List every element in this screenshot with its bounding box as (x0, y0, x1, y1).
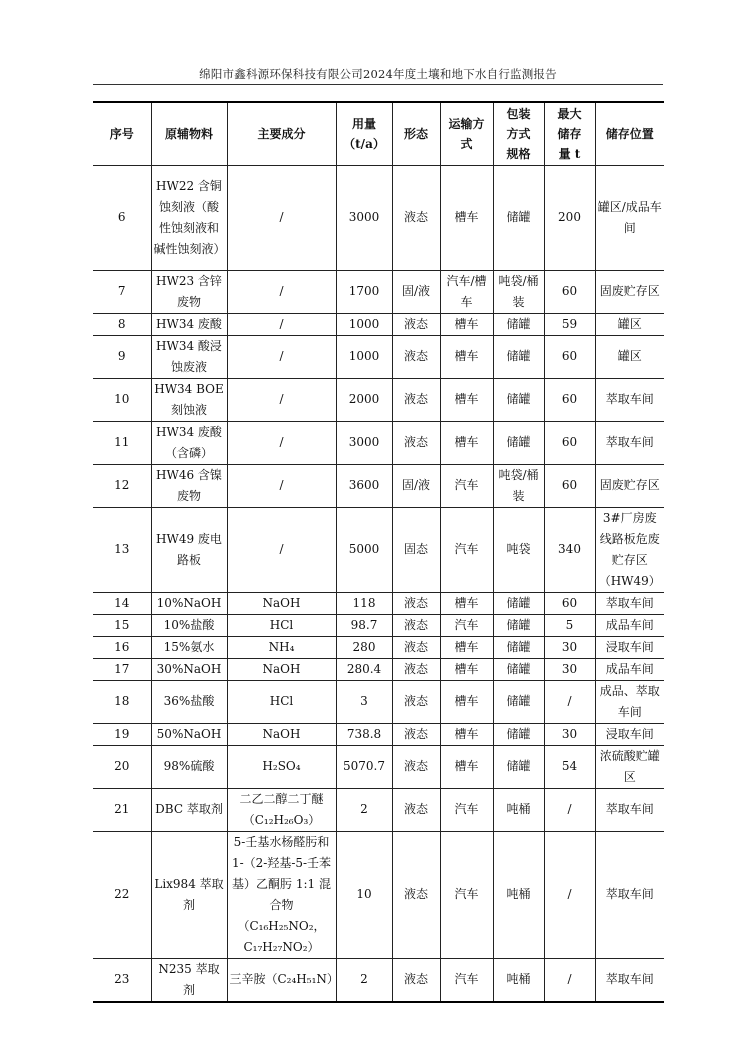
package-header-l3: 规格 (506, 146, 531, 161)
cell-transport: 槽车 (440, 592, 493, 614)
table-header-row (93, 102, 664, 165)
cell-package: 储罐 (493, 313, 544, 335)
cell-package: 储罐 (493, 745, 544, 788)
cell-state: 液态 (392, 592, 440, 614)
cell-index: 22 (93, 831, 151, 958)
cell-index: 23 (93, 958, 151, 1002)
cell-material: N235 萃取剂 (151, 958, 227, 1002)
cell-package: 储罐 (493, 658, 544, 680)
cell-state: 液态 (392, 788, 440, 831)
table-row (93, 723, 664, 745)
cell-max: 60 (544, 378, 595, 421)
cell-max: 60 (544, 592, 595, 614)
table-row (93, 680, 664, 723)
cell-material: 10%NaOH (151, 592, 227, 614)
cell-location: 3#厂房废线路板危废贮存区（HW49） (595, 507, 664, 592)
cell-max: 60 (544, 270, 595, 313)
cell-max: 5 (544, 614, 595, 636)
report-header-title: 绵阳市鑫科源环保科技有限公司2024年度土壤和地下水自行监测报告 (199, 67, 557, 81)
cell-composition: NH₄ (227, 636, 336, 658)
cell-usage: 118 (336, 592, 392, 614)
table-row (93, 464, 664, 507)
cell-state: 液态 (392, 745, 440, 788)
usage-header-l2: （t/a） (343, 136, 385, 151)
cell-location: 罐区/成品车间 (595, 165, 664, 270)
cell-material: DBC 萃取剂 (151, 788, 227, 831)
cell-max: / (544, 680, 595, 723)
cell-package: 储罐 (493, 636, 544, 658)
cell-location: 罐区 (595, 335, 664, 378)
cell-usage: 1000 (336, 335, 392, 378)
cell-package: 吨袋/桶装 (493, 464, 544, 507)
cell-usage: 98.7 (336, 614, 392, 636)
max-header-l1: 最大 (557, 106, 582, 121)
cell-material: HW34 废酸（含磷） (151, 421, 227, 464)
header-divider (93, 84, 663, 85)
cell-state: 固态 (392, 507, 440, 592)
cell-composition: / (227, 165, 336, 270)
cell-material: 36%盐酸 (151, 680, 227, 723)
cell-composition: / (227, 378, 336, 421)
cell-composition: H₂SO₄ (227, 745, 336, 788)
cell-package: 储罐 (493, 614, 544, 636)
table-row (93, 313, 664, 335)
cell-usage: 738.8 (336, 723, 392, 745)
cell-usage: 3000 (336, 421, 392, 464)
cell-composition: / (227, 270, 336, 313)
cell-usage: 2 (336, 788, 392, 831)
cell-state: 液态 (392, 958, 440, 1002)
cell-material: HW23 含锌废物 (151, 270, 227, 313)
cell-max: / (544, 831, 595, 958)
cell-max: 60 (544, 421, 595, 464)
cell-state: 液态 (392, 614, 440, 636)
cell-state: 液态 (392, 335, 440, 378)
cell-package: 储罐 (493, 335, 544, 378)
cell-transport: 槽车 (440, 658, 493, 680)
cell-material: 15%氨水 (151, 636, 227, 658)
col-header-package (493, 102, 544, 165)
cell-state: 液态 (392, 421, 440, 464)
cell-location: 萃取车间 (595, 421, 664, 464)
cell-location: 萃取车间 (595, 788, 664, 831)
cell-max: 54 (544, 745, 595, 788)
cell-material: HW49 废电路板 (151, 507, 227, 592)
cell-index: 7 (93, 270, 151, 313)
cell-composition: / (227, 507, 336, 592)
cell-composition: 5-壬基水杨醛肟和1-（2-羟基-5-壬苯基）乙酮肟 1:1 混合物（C₁₆H₂₅NO₂，C₁₇H₂₇NO₂） (227, 831, 336, 958)
cell-max: 340 (544, 507, 595, 592)
transport-header-l2: 式 (460, 136, 473, 151)
cell-max: 30 (544, 723, 595, 745)
cell-usage: 3000 (336, 165, 392, 270)
usage-header-l1: 用量 (351, 116, 376, 131)
cell-material: HW34 BOE 刻蚀液 (151, 378, 227, 421)
max-header-l3: 量 t (558, 146, 581, 161)
cell-usage: 280 (336, 636, 392, 658)
cell-max: 30 (544, 658, 595, 680)
cell-index: 17 (93, 658, 151, 680)
cell-transport: 汽车 (440, 958, 493, 1002)
table-row (93, 507, 664, 592)
cell-usage: 3 (336, 680, 392, 723)
cell-max: 59 (544, 313, 595, 335)
cell-location: 固废贮存区 (595, 270, 664, 313)
cell-composition: NaOH (227, 723, 336, 745)
cell-composition: HCl (227, 680, 336, 723)
materials-table (93, 101, 664, 1003)
cell-state: 液态 (392, 636, 440, 658)
cell-index: 18 (93, 680, 151, 723)
table-row (93, 335, 664, 378)
cell-package: 储罐 (493, 723, 544, 745)
table-row (93, 636, 664, 658)
cell-transport: 汽车 (440, 788, 493, 831)
cell-max: 200 (544, 165, 595, 270)
cell-material: 30%NaOH (151, 658, 227, 680)
cell-state: 液态 (392, 658, 440, 680)
cell-transport: 槽车 (440, 745, 493, 788)
cell-index: 19 (93, 723, 151, 745)
cell-location: 萃取车间 (595, 958, 664, 1002)
cell-transport: 槽车 (440, 335, 493, 378)
cell-index: 12 (93, 464, 151, 507)
col-header-material: 原辅物料 (151, 102, 227, 165)
cell-material: HW34 酸浸蚀废液 (151, 335, 227, 378)
cell-location: 浸取车间 (595, 723, 664, 745)
cell-package: 吨桶 (493, 831, 544, 958)
cell-state: 液态 (392, 313, 440, 335)
cell-index: 14 (93, 592, 151, 614)
cell-location: 浓硫酸贮罐区 (595, 745, 664, 788)
table-row (93, 592, 664, 614)
cell-max: 60 (544, 335, 595, 378)
cell-index: 13 (93, 507, 151, 592)
cell-index: 16 (93, 636, 151, 658)
cell-package: 储罐 (493, 592, 544, 614)
cell-transport: 汽车 (440, 614, 493, 636)
cell-index: 6 (93, 165, 151, 270)
col-header-transport (440, 102, 493, 165)
cell-material: Lix984 萃取剂 (151, 831, 227, 958)
cell-location: 萃取车间 (595, 592, 664, 614)
cell-state: 液态 (392, 723, 440, 745)
col-header-location: 储存位置 (595, 102, 664, 165)
cell-usage: 10 (336, 831, 392, 958)
cell-composition: / (227, 335, 336, 378)
cell-index: 11 (93, 421, 151, 464)
table-row (93, 421, 664, 464)
cell-location: 成品车间 (595, 614, 664, 636)
cell-index: 21 (93, 788, 151, 831)
cell-transport: 槽车 (440, 636, 493, 658)
table-row (93, 958, 664, 1002)
cell-usage: 3600 (336, 464, 392, 507)
table-row (93, 831, 664, 958)
package-header-l2: 方式 (506, 126, 531, 141)
cell-material: HW22 含铜蚀刻液（酸性蚀刻液和碱性蚀刻液） (151, 165, 227, 270)
table-row (93, 270, 664, 313)
cell-transport: 汽车/槽车 (440, 270, 493, 313)
cell-transport: 汽车 (440, 507, 493, 592)
cell-transport: 槽车 (440, 165, 493, 270)
cell-transport: 汽车 (440, 464, 493, 507)
table-row (93, 165, 664, 270)
cell-transport: 槽车 (440, 723, 493, 745)
col-header-usage (336, 102, 392, 165)
col-header-index: 序号 (93, 102, 151, 165)
cell-package: 储罐 (493, 680, 544, 723)
cell-state: 液态 (392, 680, 440, 723)
cell-package: 储罐 (493, 165, 544, 270)
cell-usage: 2 (336, 958, 392, 1002)
cell-material: HW46 含镍废物 (151, 464, 227, 507)
cell-package: 吨袋/桶装 (493, 270, 544, 313)
cell-state: 液态 (392, 378, 440, 421)
cell-index: 15 (93, 614, 151, 636)
cell-usage: 1700 (336, 270, 392, 313)
cell-composition: NaOH (227, 592, 336, 614)
cell-usage: 5070.7 (336, 745, 392, 788)
package-header-l1: 包装 (506, 106, 531, 121)
cell-usage: 280.4 (336, 658, 392, 680)
col-header-max-storage (544, 102, 595, 165)
cell-material: HW34 废酸 (151, 313, 227, 335)
cell-index: 10 (93, 378, 151, 421)
cell-composition: NaOH (227, 658, 336, 680)
cell-location: 固废贮存区 (595, 464, 664, 507)
cell-location: 成品车间 (595, 658, 664, 680)
cell-package: 储罐 (493, 421, 544, 464)
cell-package: 吨桶 (493, 788, 544, 831)
cell-location: 萃取车间 (595, 378, 664, 421)
cell-index: 20 (93, 745, 151, 788)
cell-package: 储罐 (493, 378, 544, 421)
cell-location: 浸取车间 (595, 636, 664, 658)
table-row (93, 658, 664, 680)
cell-material: 50%NaOH (151, 723, 227, 745)
cell-package: 吨桶 (493, 958, 544, 1002)
cell-state: 液态 (392, 165, 440, 270)
cell-location: 成品、萃取车间 (595, 680, 664, 723)
cell-usage: 1000 (336, 313, 392, 335)
cell-usage: 5000 (336, 507, 392, 592)
cell-state: 固/液 (392, 270, 440, 313)
table-row (93, 614, 664, 636)
transport-header-l1: 运输方 (448, 116, 485, 131)
col-header-state: 形态 (392, 102, 440, 165)
cell-usage: 2000 (336, 378, 392, 421)
cell-package: 吨袋 (493, 507, 544, 592)
cell-max: 30 (544, 636, 595, 658)
cell-index: 8 (93, 313, 151, 335)
cell-location: 罐区 (595, 313, 664, 335)
cell-transport: 槽车 (440, 421, 493, 464)
cell-max: / (544, 788, 595, 831)
table-row (93, 788, 664, 831)
table-row (93, 378, 664, 421)
cell-transport: 槽车 (440, 378, 493, 421)
col-header-composition: 主要成分 (227, 102, 336, 165)
cell-state: 液态 (392, 831, 440, 958)
cell-max: 60 (544, 464, 595, 507)
cell-composition: 二乙二醇二丁醚（C₁₂H₂₆O₃） (227, 788, 336, 831)
table-row (93, 745, 664, 788)
cell-transport: 槽车 (440, 680, 493, 723)
cell-composition: HCl (227, 614, 336, 636)
cell-material: 98%硫酸 (151, 745, 227, 788)
cell-index: 9 (93, 335, 151, 378)
cell-transport: 汽车 (440, 831, 493, 958)
cell-composition: 三辛胺（C₂₄H₅₁N） (227, 958, 336, 1002)
max-header-l2: 储存 (557, 126, 582, 141)
cell-composition: / (227, 421, 336, 464)
cell-transport: 槽车 (440, 313, 493, 335)
cell-material: 10%盐酸 (151, 614, 227, 636)
cell-max: / (544, 958, 595, 1002)
cell-composition: / (227, 464, 336, 507)
cell-location: 萃取车间 (595, 831, 664, 958)
cell-state: 固/液 (392, 464, 440, 507)
cell-composition: / (227, 313, 336, 335)
